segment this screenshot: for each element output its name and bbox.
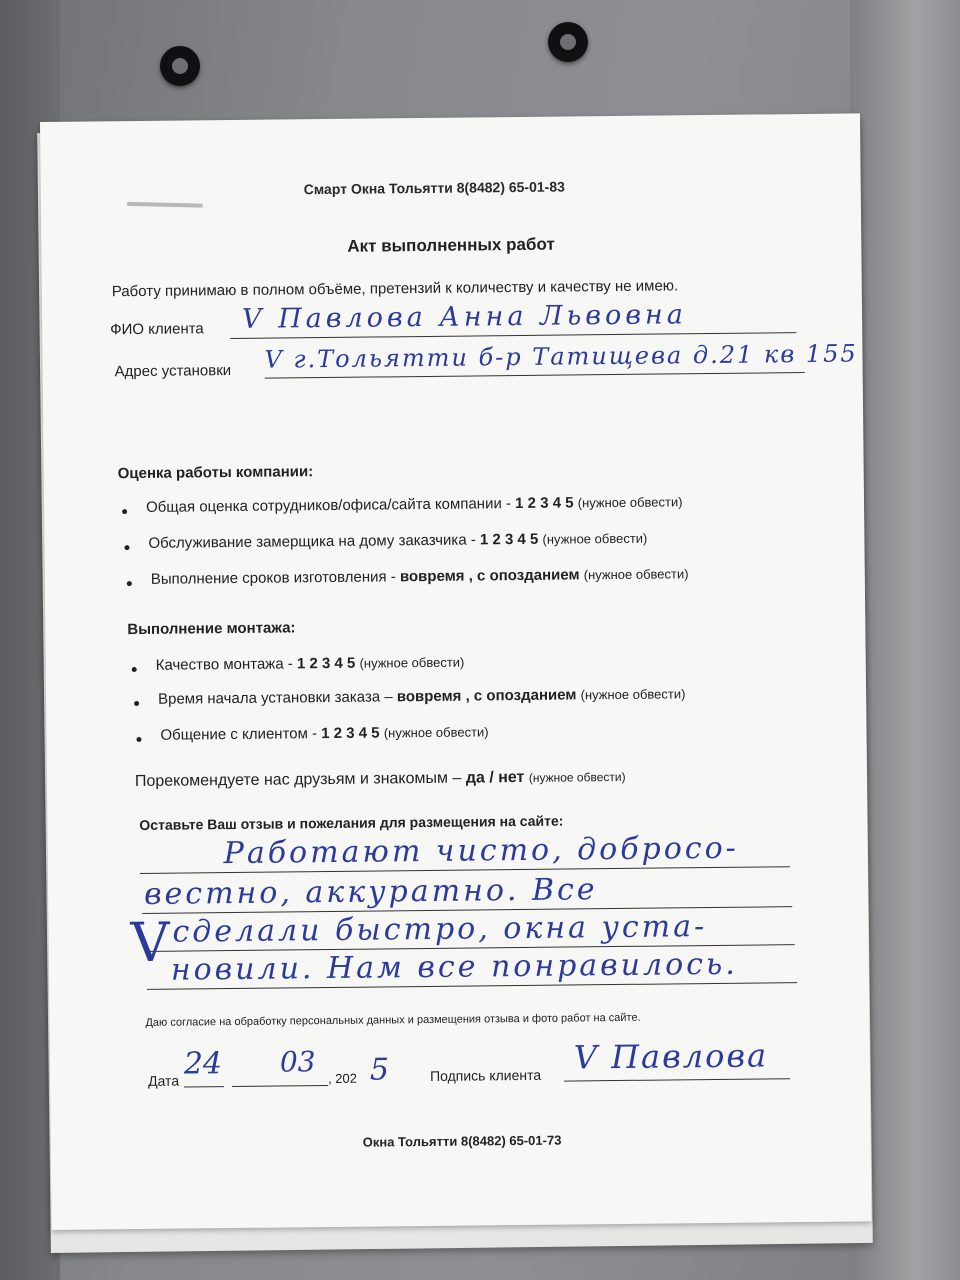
rating-options: 1 2 3 4 5 [321,724,380,743]
date-year-value: 5 [369,1052,390,1088]
date-day-value: 24 [183,1046,223,1082]
date-month-value: 03 [279,1045,316,1079]
staple-icon [127,202,203,208]
address-value: V г.Тольятти б-р Татищева д.21 кв 155 [264,339,858,374]
client-name-label: ФИО клиента [110,320,204,339]
rating-options: 1 2 3 4 5 [515,494,574,513]
signature-label: Подпись клиента [429,1066,542,1084]
bullet-icon [124,545,129,550]
rating-options: 1 2 3 4 5 [296,654,356,673]
recommend-question: Порекомендуете нас друзьям и знакомым – да / нет (нужное обвести) [134,768,626,791]
yes-no-options: да / нет [465,768,525,787]
review-check-mark: V [130,910,170,975]
address-line [265,372,805,379]
bullet-icon [136,737,141,742]
rating-item-general: Общая оценка сотрудников/офиса/сайта компании - 1 2 3 4 5 (нужное обвести) [145,494,683,516]
timing-options: вовремя , с опозданием [399,566,580,586]
bullet-icon [132,667,137,672]
signature-line [564,1078,790,1081]
company-rating-heading: Оценка работы компании: [117,463,314,483]
installation-heading: Выполнение монтажа: [127,619,296,639]
acceptance-text: Работу принимаю в полном объёме, претензий к количеству и качеству не имею. [111,277,679,301]
bullet-icon [122,509,127,514]
installation-communication: Общение с клиентом - 1 2 3 4 5 (нужное обвести) [160,724,489,744]
address-label: Адрес установки [114,362,232,381]
date-label: Дата [147,1072,180,1089]
footer-company: Окна Тольятти 8(8482) 65-01-73 [362,1132,562,1150]
installation-start-time: Время начала установки заказа – вовремя , с опозданием (нужное обвести) [157,686,686,708]
review-text-line-2: вестно, аккуратно. Все [143,872,598,912]
bullet-icon [127,581,132,586]
rating-item-deadlines: Выполнение сроков изготовления - вовремя , с опозданием (нужное обвести) [150,566,689,588]
timing-options: вовремя , с опозданием [396,686,577,706]
date-day-line [184,1086,224,1087]
document-title: Акт выполненных работ [347,234,555,256]
document-sheet [40,113,872,1230]
review-text-line-4: новили. Нам все понравилось. [170,946,739,988]
rating-options: 1 2 3 4 5 [479,530,539,549]
binder-ring-icon [548,22,588,62]
review-heading: Оставьте Ваш отзыв и пожелания для размещения на сайте: [139,812,564,833]
review-text-line-3: сделали быстро, окна уста- [172,909,708,950]
rating-item-measurer: Обслуживание замерщика на дому заказчика - 1 2 3 4 5 (нужное обвести) [148,530,648,552]
binder-ring-icon [160,46,200,86]
bullet-icon [134,701,139,706]
date-year-prefix: , 202 [327,1070,358,1087]
installation-quality: Качество монтажа - 1 2 3 4 5 (нужное обвести) [155,654,465,674]
company-header: Смарт Окна Тольятти 8(8482) 65-01-83 [303,178,565,198]
review-text-line-1: Работают чисто, добросо- [223,830,740,872]
consent-text: Даю согласие на обработку персональных данных и размещения отзыва и фото работ на сайте. [145,1011,641,1029]
client-name-value: V Павлова Анна Львовна [241,299,687,335]
signature-value: V Павлова [573,1036,769,1077]
date-month-line [232,1085,328,1087]
